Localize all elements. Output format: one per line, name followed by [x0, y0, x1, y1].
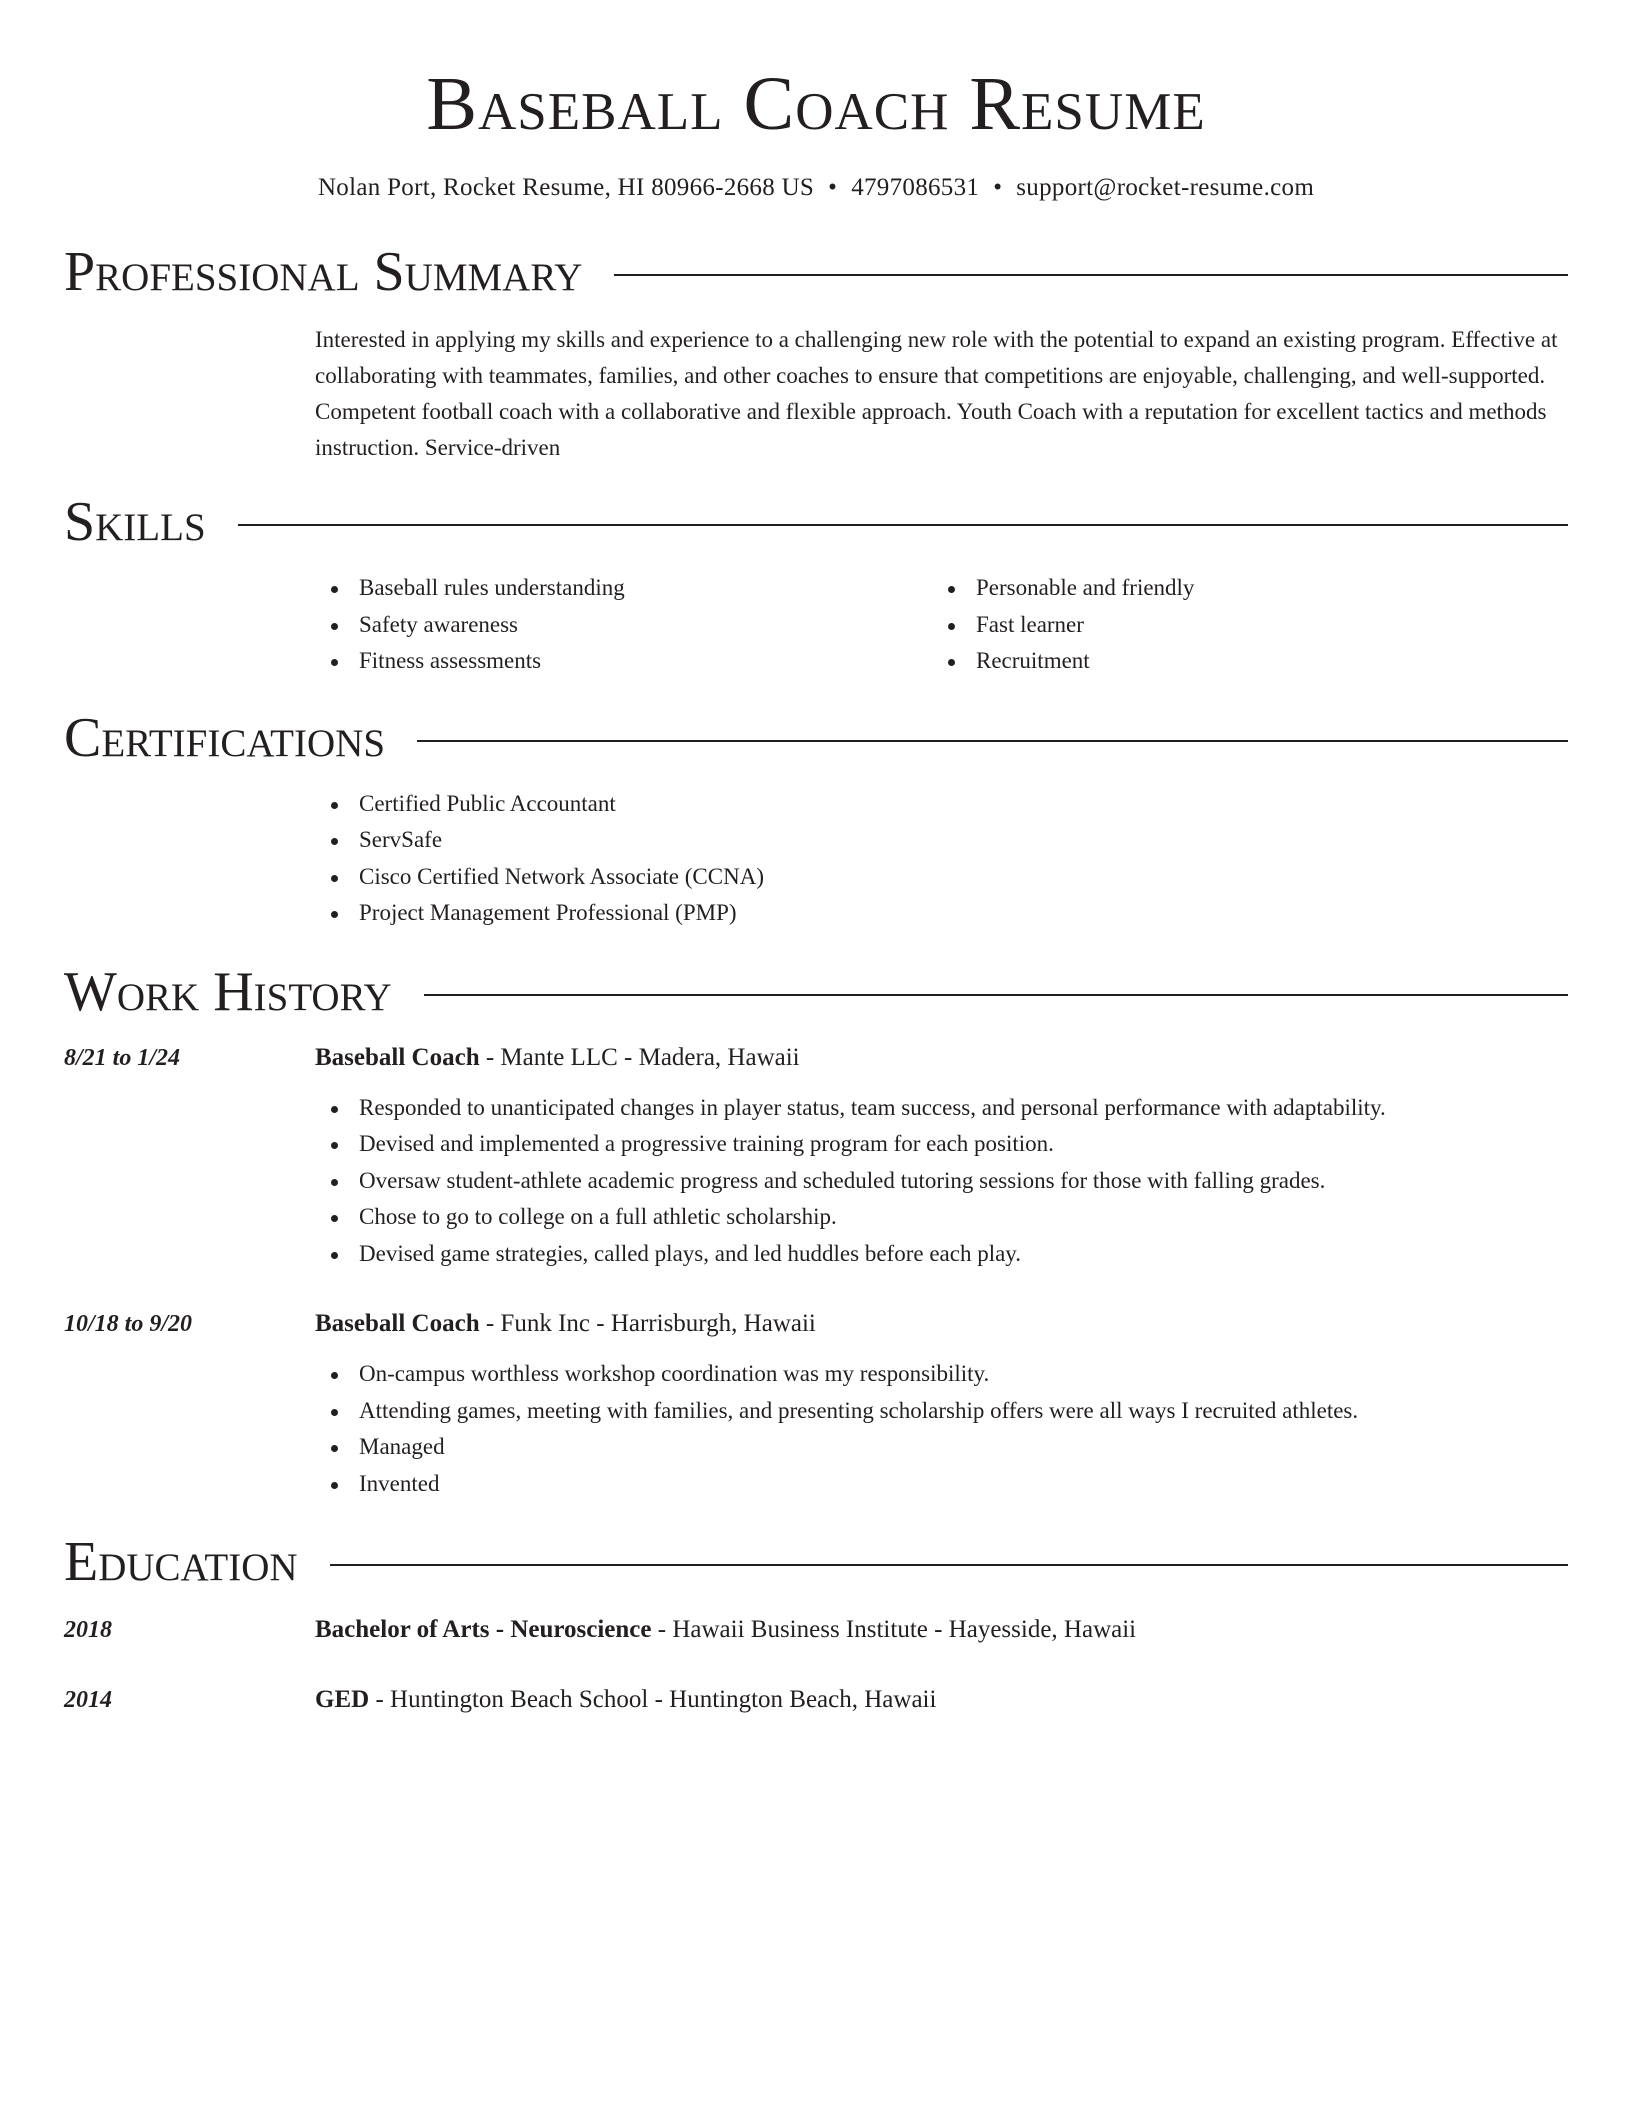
skills-list [315, 570, 1568, 680]
section-divider [424, 994, 1568, 996]
contact-separator: • [993, 174, 1003, 201]
contact-address: Nolan Port, Rocket Resume, HI 80966-2668 US [317, 174, 815, 201]
summary-section-header [64, 240, 1568, 304]
work-bullet: Responded to unanticipated changes in player status, team success, and personal performance with adaptability. [315, 1090, 1568, 1127]
education-title-line [315, 1682, 936, 1718]
certification-item: Cisco Certified Network Associate (CCNA) [315, 859, 1568, 896]
work-dates: 8/21 to 1/24 [64, 1044, 181, 1071]
work-company-location: - Funk Inc - Harrisburgh, Hawaii [479, 1310, 816, 1337]
resume-page [64, 0, 1568, 1718]
skill-item: Personable and friendly [932, 570, 1549, 607]
certifications-list [315, 786, 1568, 932]
certifications-section-title: Certifications [64, 706, 386, 769]
resume-name: Baseball Coach Resume [426, 62, 1206, 146]
work-bullet: Chose to go to college on a full athletic scholarship. [315, 1199, 1568, 1236]
section-divider [238, 524, 1568, 526]
work-bullet: Devised and implemented a progressive training program for each position. [315, 1126, 1568, 1163]
work-section-title: Work History [64, 960, 392, 1023]
skills-column-left [315, 570, 932, 680]
contact-email: support@rocket-resume.com [1016, 174, 1315, 201]
section-divider [614, 274, 1568, 276]
certification-item: ServSafe [315, 822, 1568, 859]
contact-line [64, 172, 1568, 204]
work-company-location: - Mante LLC - Madera, Hawaii [479, 1043, 800, 1071]
skill-item: Safety awareness [315, 607, 932, 644]
contact-phone: 4797086531 [851, 174, 980, 201]
skill-item: Baseball rules understanding [315, 570, 932, 607]
skills-section-title: Skills [64, 491, 206, 553]
work-entry-body [315, 1040, 1568, 1273]
section-divider [417, 740, 1568, 742]
skills-column-right [932, 570, 1549, 680]
certification-item: Project Management Professional (PMP) [315, 895, 1568, 932]
work-role: Baseball Coach [315, 1043, 480, 1071]
education-section-title: Education [64, 1531, 298, 1593]
skill-item: Fitness assessments [315, 643, 932, 680]
work-title-line [315, 1040, 1568, 1076]
education-entry [64, 1682, 1568, 1718]
work-bullet: Devised game strategies, called plays, and led huddles before each play. [315, 1236, 1568, 1273]
work-entry [64, 1040, 1568, 1273]
contact-separator: • [828, 174, 838, 201]
education-entry [64, 1612, 1568, 1648]
certifications-section-header [64, 706, 1568, 770]
skill-item: Fast learner [932, 607, 1549, 644]
education-degree: GED [315, 1686, 370, 1713]
work-bullet: Invented [315, 1466, 1568, 1503]
education-degree: Bachelor of Arts - Neuroscience [315, 1616, 652, 1643]
work-dates: 10/18 to 9/20 [64, 1311, 193, 1337]
skill-item: Recruitment [932, 643, 1549, 680]
work-bullet: On-campus worthless workshop coordination was my responsibility. [315, 1356, 1568, 1393]
work-bullet: Attending games, meeting with families, and presenting scholarship offers were all ways I recruited athletes. [315, 1393, 1568, 1430]
education-year: 2018 [64, 1617, 112, 1643]
section-divider [330, 1564, 1568, 1566]
work-entry-body [315, 1306, 1568, 1502]
work-title-line [315, 1306, 1568, 1342]
work-bullets [315, 1356, 1568, 1502]
certification-item: Certified Public Accountant [315, 786, 1568, 823]
summary-section-title: Professional Summary [64, 241, 583, 303]
work-role: Baseball Coach [315, 1310, 480, 1337]
skills-section-header [64, 490, 1568, 554]
education-section-header [64, 1530, 1568, 1594]
summary-text: Interested in applying my skills and experience to a challenging new role with the potential to expand an existing program. Effective at collaborating with teammates, families, and other coaches to ensure that competitions are enjoyable, challenging, and well-supported. Competent football coach with a collaborative and flexible approach. Youth Coach with a reputation for excellent tactics and methods instruction. Service-driven [315, 327, 1558, 460]
work-entry [64, 1306, 1568, 1502]
work-bullets [315, 1090, 1568, 1273]
education-school-location: - Huntington Beach School - Huntington Beach, Hawaii [369, 1686, 937, 1713]
education-year: 2014 [64, 1687, 112, 1713]
work-bullet: Oversaw student-athlete academic progress and scheduled tutoring sessions for those with falling grades. [315, 1163, 1568, 1200]
work-bullet: Managed [315, 1429, 1568, 1466]
work-section-header [64, 960, 1568, 1024]
education-school-location: - Hawaii Business Institute - Hayesside, Hawaii [651, 1616, 1137, 1643]
education-title-line [315, 1612, 1136, 1648]
